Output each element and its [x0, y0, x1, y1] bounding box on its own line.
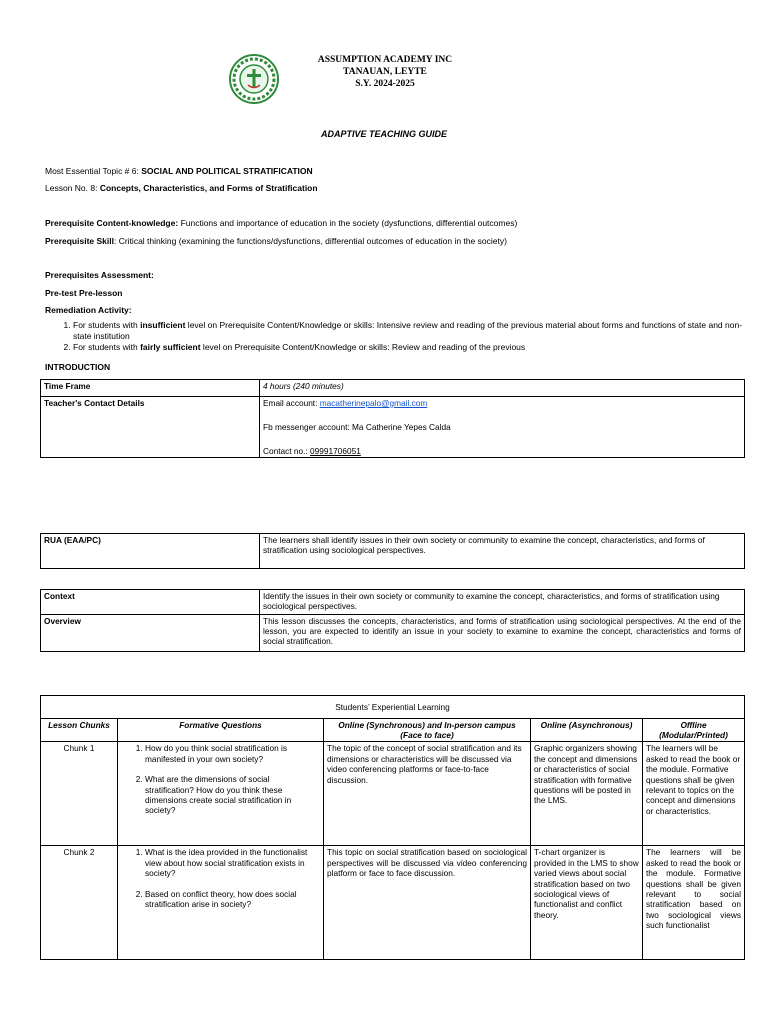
header-asynchronous: Online (Asynchronous)	[531, 719, 643, 742]
formative-questions-cell	[118, 742, 324, 846]
table-row	[41, 590, 745, 615]
formative-question: 2. Based on conflict theory, how does social stratification arise in society?	[145, 889, 320, 910]
school-name: ASSUMPTION ACADEMY INC	[317, 55, 453, 65]
fb-messenger-line: Fb messenger account: Ma Catherine Yepes Calda	[263, 422, 451, 432]
prereq-skill-line	[45, 236, 507, 246]
remediation-label: Remediation Activity:	[45, 305, 132, 315]
rua-value: The learners shall identify issues in their own society or community to examine the concept, characteristics, and forms of stratification using sociological perspectives.	[260, 534, 745, 569]
email-link[interactable]: macatherinepalo@gmail.com	[319, 398, 428, 408]
prereq-skill-value: : Critical thinking (examining the functions/dysfunctions, differential outcomes of education in the society)	[113, 236, 507, 246]
time-frame-value: 4 hours (240 minutes)	[260, 380, 745, 397]
overview-value: This lesson discusses the concepts, characteristics, and forms of stratification using sociological perspectives. At the end of the lesson, you are expected to identify an issue in your society to examine to examine the concept, characteristics and forms of social stratification.	[260, 615, 745, 652]
school-year: S.Y. 2024-2025	[355, 79, 415, 89]
context-table	[40, 589, 745, 652]
offline-cell: The learners will be asked to read the book or the module. Formative questions shall be given relevant to social stratification based on two sociological views such functionalist	[643, 846, 745, 960]
rua-table	[40, 533, 745, 569]
introduction-label: INTRODUCTION	[45, 362, 111, 372]
intro-table	[40, 379, 745, 458]
contact-number: 09991706051	[310, 446, 361, 456]
school-location: TANAUAN, LEYTE	[343, 67, 427, 77]
document-title: ADAPTIVE TEACHING GUIDE	[320, 129, 447, 139]
contact-number-line: Contact no.: 09991706051	[263, 446, 361, 456]
asynchronous-cell: T-chart organizer is provided in the LMS to show varied views about social stratification based on two sociological views of functionalist and conflict theory.	[531, 846, 643, 960]
topic-value: SOCIAL AND POLITICAL STRATIFICATION	[141, 166, 313, 176]
offline-cell: The learners will be asked to read the book or the module. Formative questions shall be given relevant to topics on the concept and dimensions or characteristics.	[643, 742, 745, 846]
experiential-learning-title: Students’ Experiential Learning	[41, 696, 745, 719]
header-offline: Offline (Modular/Printed)	[643, 719, 745, 742]
rua-label: RUA (EAA/PC)	[41, 534, 260, 569]
contact-details-cell	[260, 397, 745, 458]
topic-label: Most Essential Topic # 6:	[45, 166, 139, 176]
experiential-learning-table	[40, 695, 745, 960]
school-seal-icon	[229, 54, 279, 104]
time-frame-label: Time Frame	[41, 380, 260, 397]
lesson-value: Concepts, Characteristics, and Forms of Stratification	[99, 183, 318, 193]
prereq-skill-label: Prerequisite Skill	[45, 236, 114, 246]
assessment-label: Prerequisites Assessment:	[45, 270, 154, 280]
synchronous-cell: This topic on social stratification based on sociological perspectives will be discussed via video conferencing platform or face to face discussion.	[324, 846, 531, 960]
table-row	[41, 742, 745, 846]
pretest-label: Pre-test Pre-lesson	[45, 288, 123, 298]
table-row	[41, 380, 745, 397]
prereq-content-label: Prerequisite Content-knowledge:	[45, 218, 179, 228]
remediation-list	[45, 320, 753, 353]
topic-line	[45, 166, 313, 176]
chunk-label: Chunk 1	[41, 742, 118, 846]
prereq-content-line	[45, 218, 517, 228]
chunk-label: Chunk 2	[41, 846, 118, 960]
header-formative-questions: Formative Questions	[118, 719, 324, 742]
table-row	[41, 846, 745, 960]
table-row	[41, 696, 745, 719]
asynchronous-cell: Graphic organizers showing the concept and dimensions or characteristics of social stratification with formative questions will be posted in the LMS.	[531, 742, 643, 846]
contact-details-label: Teacher's Contact Details	[41, 397, 260, 458]
synchronous-cell: The topic of the concept of social stratification and its dimensions or characteristics will be discussed via video conferencing platforms or face-to-face discussion.	[324, 742, 531, 846]
table-row	[41, 615, 745, 652]
lesson-label: Lesson No. 8:	[45, 183, 98, 193]
lesson-line	[45, 183, 318, 193]
table-row	[41, 534, 745, 569]
formative-questions-cell	[118, 846, 324, 960]
school-header	[290, 54, 480, 90]
remediation-item: 2. For students with fairly sufficient level on Prerequisite Content/Knowledge or skills: Review and reading of the previous	[73, 342, 753, 353]
table-row	[41, 397, 745, 458]
prereq-content-value: Functions and importance of education in the society (dysfunctions, differential outcomes)	[180, 218, 518, 228]
table-header-row	[41, 719, 745, 742]
context-label: Context	[41, 590, 260, 615]
email-line: Email account: macatherinepalo@gmail.com	[263, 398, 428, 408]
formative-question: 1. What is the idea provided in the functionalist view about how social stratification exists in society?	[145, 847, 320, 878]
formative-question: 1. How do you think social stratification is manifested in your own society?	[145, 743, 320, 764]
formative-question: 2. What are the dimensions of social stratification? How do you think these dimensions create social stratification in society?	[145, 774, 320, 816]
overview-label: Overview	[41, 615, 260, 652]
remediation-item: 1. For students with insufficient level on Prerequisite Content/Knowledge or skills: Intensive review and reading of the previous material about forms and functions of state and non-state institution	[73, 320, 753, 342]
header-lesson-chunks: Lesson Chunks	[41, 719, 118, 742]
context-value: Identify the issues in their own society or community to examine the concept, characteristics, and forms of stratification using sociological perspectives.	[260, 590, 745, 615]
header-synchronous: Online (Synchronous) and In-person campus (Face to face)	[324, 719, 531, 742]
